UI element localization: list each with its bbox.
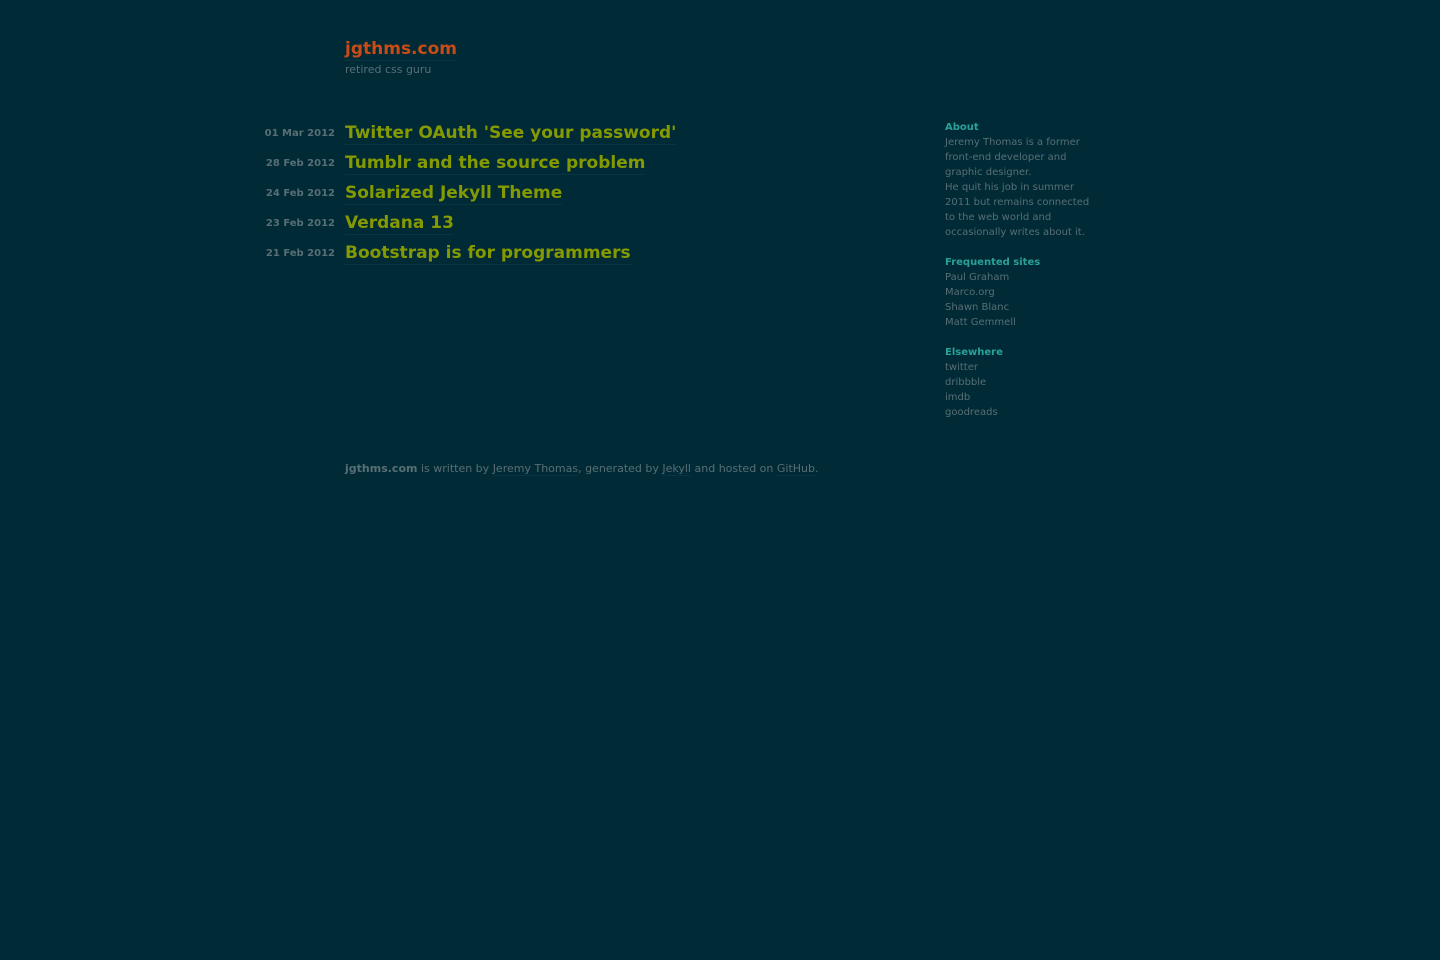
footer-generator-link[interactable]: Jekyll: [662, 462, 691, 475]
sidebar-heading-about: About: [945, 122, 979, 133]
post-title-link[interactable]: Verdana 13: [345, 212, 454, 233]
sidebar-elsewhere-section: [945, 345, 1095, 420]
list-item: [945, 270, 1095, 285]
post-title-link[interactable]: Bootstrap is for programmers: [345, 242, 631, 263]
post-item: [240, 118, 880, 148]
sidebar-heading-frequented: Frequented sites: [945, 257, 1041, 268]
frequented-site-link[interactable]: Paul Graham: [945, 272, 1010, 283]
elsewhere-link[interactable]: goodreads: [945, 407, 998, 418]
about-line: occasionally writes about it.: [945, 227, 1085, 238]
post-date: 23 Feb 2012: [265, 217, 335, 229]
post-item: [240, 148, 880, 178]
elsewhere-link[interactable]: dribbble: [945, 377, 987, 388]
about-line: to the web world and: [945, 212, 1052, 223]
footer-text: is written by: [417, 462, 493, 475]
footer-text: .: [815, 462, 819, 475]
list-item: [945, 390, 1095, 405]
sidebar-frequented-section: [945, 255, 1095, 330]
about-line: front-end developer and: [945, 152, 1067, 163]
about-text: [945, 135, 1095, 240]
elsewhere-list: [945, 360, 1095, 420]
post-date: 21 Feb 2012: [265, 247, 335, 259]
post-date: 28 Feb 2012: [265, 157, 335, 169]
about-line: He quit his job in summer: [945, 182, 1074, 193]
sidebar-heading-elsewhere: Elsewhere: [945, 347, 1003, 358]
elsewhere-link[interactable]: twitter: [945, 362, 978, 373]
list-item: [945, 315, 1095, 330]
frequented-site-link[interactable]: Marco.org: [945, 287, 995, 298]
about-line: 2011 but remains connected: [945, 197, 1090, 208]
post-item: [240, 238, 880, 268]
sidebar-about-section: [945, 120, 1095, 240]
footer-text: , generated by: [578, 462, 663, 475]
post-item: [240, 208, 880, 238]
list-item: [945, 375, 1095, 390]
post-title-link[interactable]: Twitter OAuth 'See your password': [345, 122, 677, 143]
site-header: [345, 38, 457, 76]
sidebar: [945, 120, 1095, 435]
about-line: Jeremy Thomas is a former: [945, 137, 1080, 148]
site-tagline: retired css guru: [345, 63, 432, 76]
list-item: [945, 285, 1095, 300]
post-item: [240, 178, 880, 208]
footer-text: and hosted on: [691, 462, 777, 475]
list-item: [945, 405, 1095, 420]
footer-brand: jgthms.com: [345, 462, 418, 475]
frequented-site-link[interactable]: Shawn Blanc: [945, 302, 1010, 313]
page-footer: [345, 462, 819, 475]
site-title-link[interactable]: jgthms.com: [345, 39, 457, 59]
about-line: graphic designer.: [945, 167, 1032, 178]
post-date: 01 Mar 2012: [264, 127, 335, 139]
list-item: [945, 360, 1095, 375]
footer-host-link[interactable]: GitHub: [776, 462, 816, 475]
post-title-link[interactable]: Solarized Jekyll Theme: [345, 182, 563, 203]
post-list: [240, 118, 880, 268]
frequented-sites-list: [945, 270, 1095, 330]
list-item: [945, 300, 1095, 315]
elsewhere-link[interactable]: imdb: [945, 392, 971, 403]
frequented-site-link[interactable]: Matt Gemmell: [945, 317, 1016, 328]
post-title-link[interactable]: Tumblr and the source problem: [345, 152, 646, 173]
post-date: 24 Feb 2012: [265, 187, 335, 199]
footer-author-link[interactable]: Jeremy Thomas: [492, 462, 579, 475]
